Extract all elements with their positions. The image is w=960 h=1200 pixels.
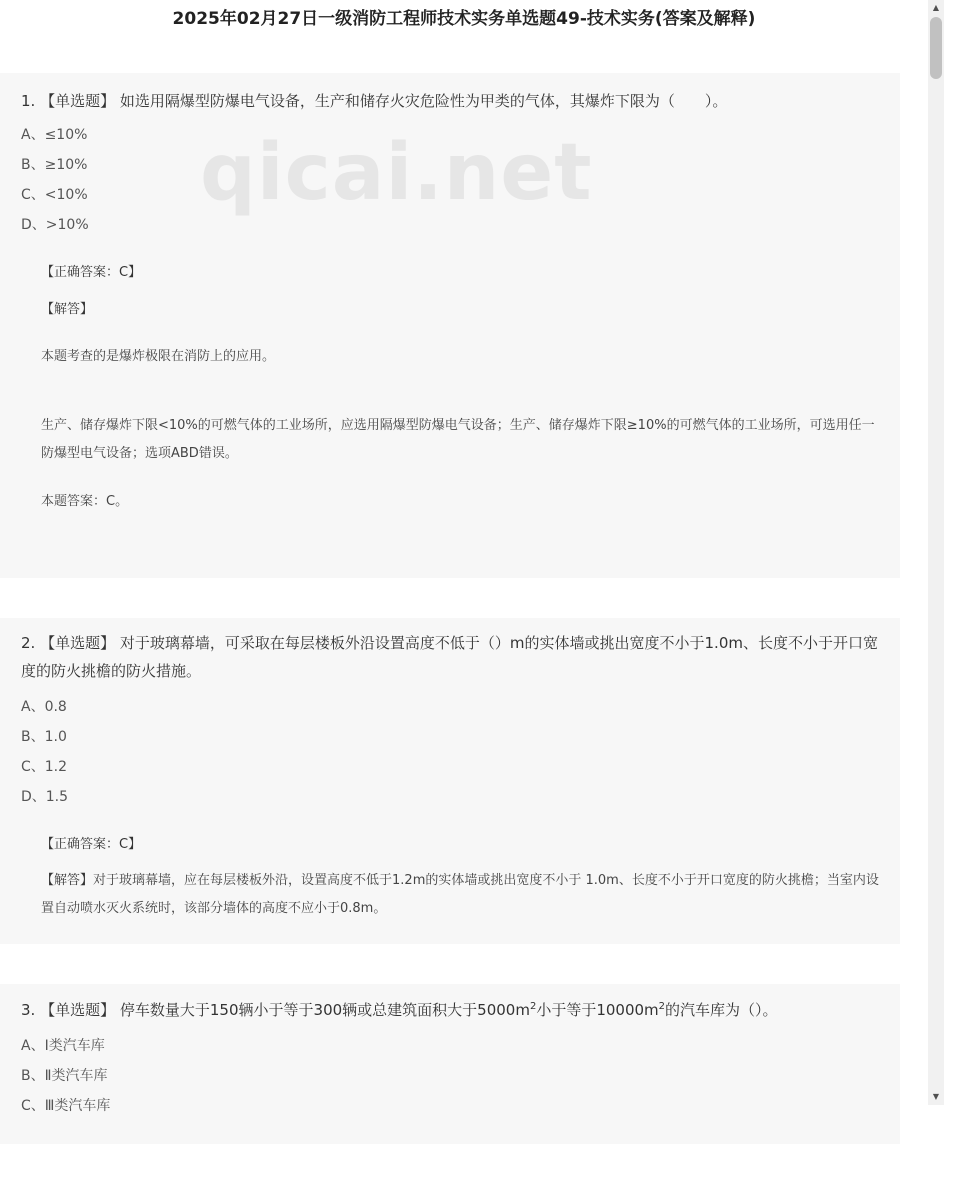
option-a[interactable]: A、≤10% (21, 127, 88, 143)
option-c[interactable]: C、<10% (21, 187, 88, 203)
question-number: 1. (21, 92, 36, 110)
question-text: 小于等于10000m (536, 1001, 659, 1019)
question-text: 的汽车库为（）。 (665, 1001, 778, 1019)
question-text: 如选用隔爆型防爆电气设备，生产和储存火灾危险性为甲类的气体，其爆炸下限为（ ）。 (119, 92, 728, 110)
watermark: qicai.net (200, 128, 593, 218)
option-d[interactable]: D、>10% (21, 217, 89, 233)
question-type: 【单选题】 (40, 92, 116, 110)
analysis-label: 【解答】 (41, 873, 94, 888)
question-stem (21, 629, 887, 685)
option-a[interactable]: A、0.8 (21, 699, 67, 715)
option-b[interactable]: B、Ⅱ类汽车库 (21, 1068, 108, 1084)
option-d[interactable]: D、1.5 (21, 789, 69, 805)
question-stem (21, 87, 887, 115)
scroll-up-arrow-icon[interactable]: ▲ (932, 3, 940, 12)
correct-answer: 【正确答案：C】 (41, 837, 142, 852)
vertical-scrollbar[interactable] (928, 0, 944, 1105)
superscript: 2 (529, 1001, 537, 1012)
analysis-paragraph: 本题考查的是爆炸极限在消防上的应用。 (41, 349, 276, 364)
option-c[interactable]: C、1.2 (21, 759, 68, 775)
analysis-paragraph: 生产、储存爆炸下限<10%的可燃气体的工业场所，应选用隔爆型防爆电气设备；生产、储存爆炸下限≥10%的可燃气体的工业场所，可选用任一防爆型电气设备；选项ABD错误。 (41, 418, 875, 461)
correct-answer: 【正确答案：C】 (41, 265, 142, 280)
analysis-body: 对于玻璃幕墙，应在每层楼板外沿，设置高度不低于1.2m的实体墙或挑出宽度不小于 1.0m、长度不小于开口宽度的防火挑檐；当室内设置自动喷水灭火系统时，该部分墙体的高度不应小于0.8m。 (41, 873, 879, 916)
question-number: 3. (21, 1001, 36, 1019)
question-type: 【单选题】 (40, 1001, 116, 1019)
question-stem (21, 996, 887, 1024)
question-type: 【单选题】 (40, 634, 116, 652)
option-a[interactable]: A、Ⅰ类汽车库 (21, 1038, 105, 1054)
option-b[interactable]: B、≥10% (21, 157, 88, 173)
scroll-down-arrow-icon[interactable]: ▼ (932, 1092, 940, 1101)
question-number: 2. (21, 634, 36, 652)
question-text: 对于玻璃幕墙，可采取在每层楼板外沿设置高度不低于（）m的实体墙或挑出宽度不小于1.0m、长度不小于开口宽度的防火挑檐的防火措施。 (21, 634, 878, 680)
question-text: 停车数量大于150辆小于等于300辆或总建筑面积大于5000m (119, 1001, 530, 1019)
option-b[interactable]: B、1.0 (21, 729, 67, 745)
option-c[interactable]: C、Ⅲ类汽车库 (21, 1098, 111, 1114)
analysis-paragraph: 本题答案：C。 (41, 494, 129, 509)
scroll-thumb[interactable] (930, 17, 942, 79)
analysis-label: 【解答】 (41, 302, 94, 317)
analysis-paragraph (41, 867, 881, 923)
superscript: 2 (658, 1001, 666, 1012)
question-card (0, 618, 900, 944)
question-card (0, 984, 900, 1144)
page-title: 2025年02月27日一级消防工程师技术实务单选题49-技术实务(答案及解释) (172, 9, 756, 29)
